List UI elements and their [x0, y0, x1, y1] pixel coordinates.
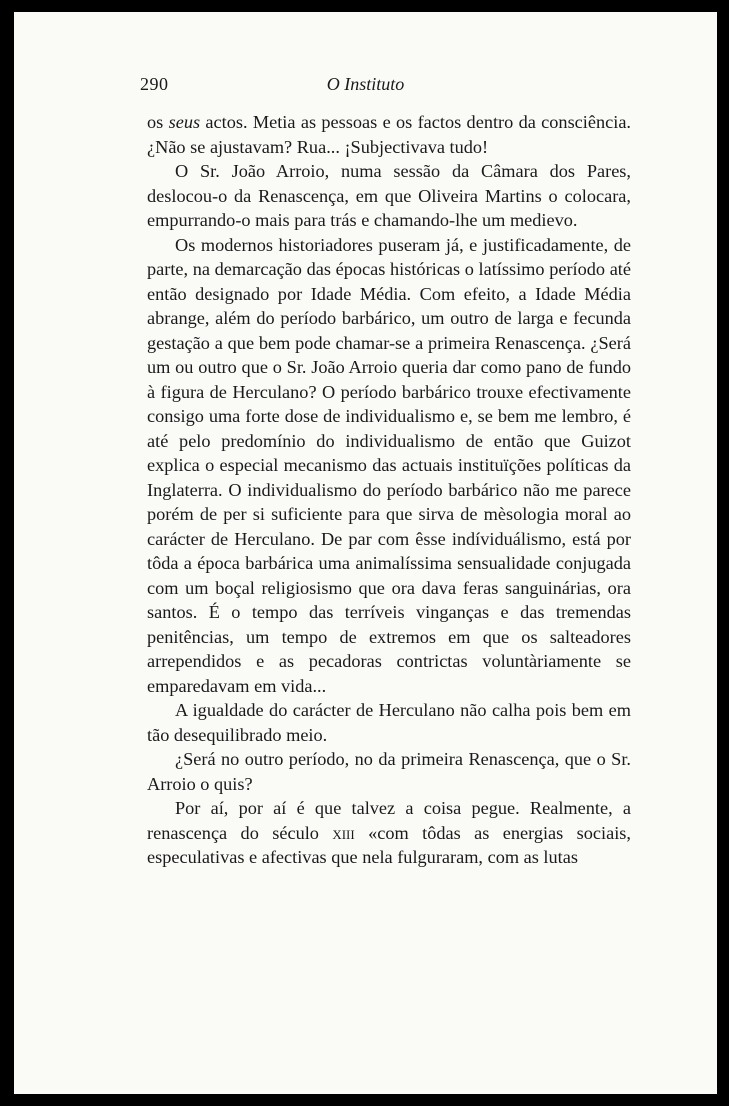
page-header	[14, 74, 717, 104]
paragraph: O Sr. João Arroio, numa sessão da Câmara dos Pares, deslocou-o da Renascença, em que Oliveira Martins o colocara, empurrando-o mais para trás e chamando-lhe um medievo.	[147, 161, 631, 230]
paragraph: ¿Será no outro período, no da primeira Renascença, que o Sr. Arroio o quis?	[147, 749, 631, 794]
paragraph: A igualdade do carácter de Herculano não calha pois bem em tão desequilibrado meio.	[147, 700, 631, 745]
body-text	[147, 110, 631, 870]
page-number: 290	[140, 74, 169, 94]
book-page	[14, 12, 717, 1094]
paragraph: Por aí, por aí é que talvez a coisa pegue. Realmente, a renascença do século xiii «com tôdas as energias sociais, especulativas e afectivas que nela fulguraram, com as lutas	[147, 798, 631, 867]
century-numeral: xiii	[332, 822, 355, 843]
emphasis: seus	[168, 112, 201, 132]
paragraph: Os modernos historiadores puseram já, e justificadamente, de parte, na demarcação das épocas históricas o latíssimo período até então designado por Idade Média. Com efeito, a Idade Média abrange, além do período barbárico, um outro de larga e fecunda gestação a que bem pode chamar-se a primeira Renascença. ¿Será um ou outro que o Sr. João Arroio queria dar como pano de fundo à figura de Herculano? O período barbárico trouxe efectivamente consigo uma forte dose de individualismo e, se bem me lembro, é até pelo predomínio do individualismo de então que Guizot explica o especial mecanismo das actuais instituïções políticas da Inglaterra. O individualismo do período barbárico não me parece porém de per si suficiente para que sirva de mèsologia moral ao carácter de Herculano. De par com êsse indíviduálismo, está por tôda a época barbárica uma animalíssima sensualidade conjugada com um boçal religiosismo que ora dava feras sanguinárias, ora santos. É o tempo das terríveis vinganças e das tremendas penitências, um tempo de extremos em que os salteadores arrependidos e as pecadoras contrictas voluntàriamente se emparedavam em vida...	[147, 234, 631, 696]
paragraph: os seus actos. Metia as pessoas e os factos dentro da consciência. ¿Não se ajustavam? Rua... ¡Subjectivava tudo!	[147, 112, 632, 157]
running-title: O Instituto	[326, 74, 405, 94]
